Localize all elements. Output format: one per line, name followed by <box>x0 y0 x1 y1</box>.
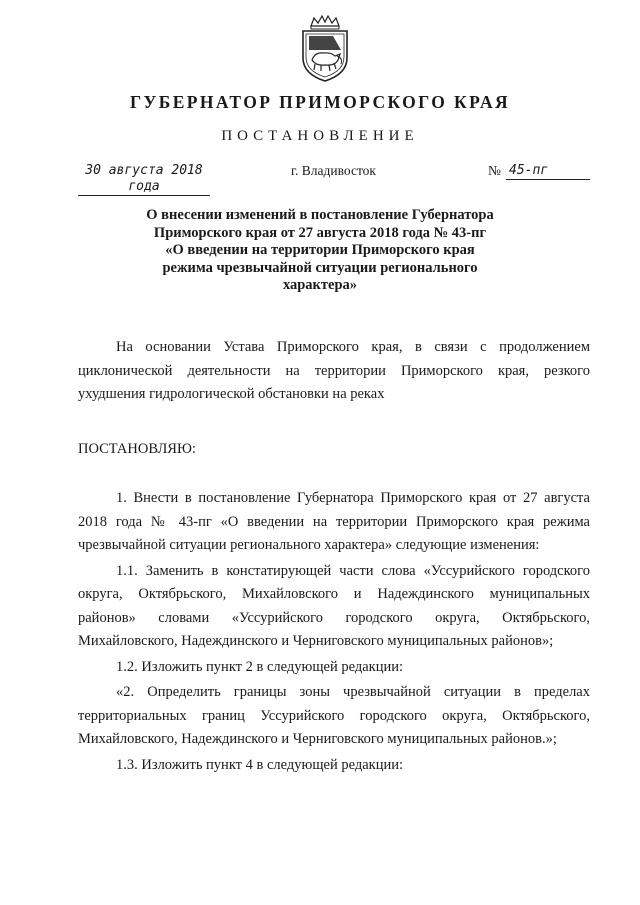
preamble-paragraph: На основании Устава Приморского края, в связи с продолжением циклонической деятельности на территории Приморского края, резкого ухудшения гидрологической обстановки на реках <box>78 339 590 402</box>
document-date: 30 августа 2018 года <box>78 163 210 196</box>
subject-line: режима чрезвычайной ситуации регионального <box>162 259 478 276</box>
items-section <box>78 487 590 777</box>
item-1-1-paragraph: 1.1. Заменить в констатирующей части слова «Уссурийского городского округа, Октябрьского, Михайловского и Надеждинского муниципальных районов» словами «Уссурийского городского округа, Октябрьского, Михайловского, Надеждинского и Черниговского муниципальных районов»; <box>78 562 590 649</box>
document-subject <box>130 207 510 295</box>
primorsky-krai-coat-of-arms-icon <box>297 14 353 84</box>
governor-title: ГУБЕРНАТОР ПРИМОРСКОГО КРАЯ <box>129 92 511 112</box>
subject-line: характера» <box>282 277 358 294</box>
document-type: ПОСТАНОВЛЕНИЕ <box>221 128 419 144</box>
decree-word: ПОСТАНОВЛЯЮ: <box>78 441 196 457</box>
item-1-3-paragraph: 1.3. Изложить пункт 4 в следующей редакции: <box>116 756 404 773</box>
body-section <box>78 336 590 407</box>
item-1-2-text-paragraph: «2. Определить границы зоны чрезвычайной ситуации в пределах территориальных границ Уссурийского городского округа, Октябрьского, Михайловского, Надеждинского и Черниговского муниципальных районов.»; <box>78 684 590 747</box>
document-city: г. Владивосток <box>291 163 376 178</box>
document-number <box>488 163 590 180</box>
number-sign: № <box>488 163 501 178</box>
subject-line: Приморского края от 27 августа 2018 года № 43-пг <box>153 224 487 241</box>
item-1-paragraph: 1. Внести в постановление Губернатора Приморского края от 27 августа 2018 года № 43-пг «О введении на территории Приморского края режима чрезвычайной ситуации регионального характера» следующие изменения: <box>78 490 590 553</box>
item-1-2-paragraph: 1.2. Изложить пункт 2 в следующей редакции: <box>116 658 404 675</box>
subject-line: О внесении изменений в постановление Губернатора <box>146 207 494 223</box>
number-value: 45-пг <box>506 163 590 180</box>
subject-line: «О введении на территории Приморского края <box>165 242 475 259</box>
decree-section <box>78 438 590 462</box>
